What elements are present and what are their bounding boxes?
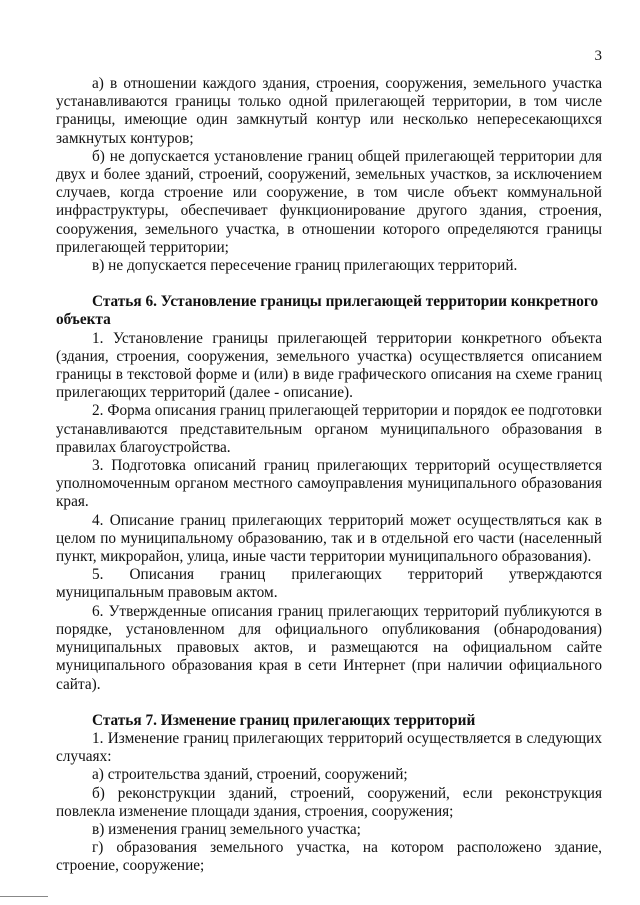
document-body	[56, 75, 602, 876]
article-7-item-d: г) образования земельного участка, на котором расположено здание, строение, сооружение;	[56, 839, 602, 875]
article-6-paragraph-2: 2. Форма описания границ прилегающей территории и порядок ее подготовки устанавливаются представительным органом муниципального образования в правилах благоустройства.	[56, 402, 602, 456]
intro-paragraph-c: в) не допускается пересечение границ прилегающих территорий.	[92, 257, 518, 275]
article-7-item-c: в) изменения границ земельного участка;	[92, 820, 361, 838]
article-6-paragraph-3: 3. Подготовка описаний границ прилегающих территорий осуществляется уполномоченным органом местного самоуправления муниципального образования края.	[56, 457, 602, 511]
intro-paragraph-a: а) в отношении каждого здания, строения, сооружения, земельного участка устанавливаются границы только одной прилегающей территории, в том числе границы, имеющие один замкнутый контур или несколько непересекающихся замкнутых контуров;	[56, 75, 602, 147]
article-6-paragraph-5: 5. Описания границ прилегающих территорий утверждаются муниципальным правовым актом.	[56, 566, 602, 602]
page-number: 3	[594, 48, 602, 64]
article-7-item-b: б) реконструкции зданий, строений, сооружений, если реконструкция повлекла изменение площади здания, строения, сооружения;	[56, 784, 602, 820]
footnote-divider	[0, 896, 48, 897]
article-7-heading: Статья 7. Изменение границ прилегающих территорий	[92, 711, 476, 729]
article-6-paragraph-4: 4. Описание границ прилегающих территорий может осуществляться как в целом по муниципальному образованию, так и в отдельной его части (населенный пункт, микрорайон, улица, иные части территории муниципального образования).	[56, 511, 602, 566]
article-6-paragraph-6: 6. Утвержденные описания границ прилегающих территорий публикуются в порядке, установленном для официального опубликования (обнародования) муниципальных правовых актов, и размещаются на официальном сайте муниципального образования края в сети Интернет (при наличии официального сайта).	[56, 602, 602, 693]
section-spacer	[56, 275, 602, 293]
article-6-heading: Статья 6. Установление границы прилегающей территории конкретного объекта	[56, 293, 599, 329]
section-spacer	[56, 694, 602, 712]
article-6-paragraph-1: 1. Установление границы прилегающей территории конкретного объекта (здания, строения, сооружения, земельного участка) осуществляется описанием границы в текстовой форме и (или) в виде графического описания на схеме границ прилегающих территорий (далее - описание).	[56, 329, 602, 402]
intro-paragraph-b: б) не допускается установление границ общей прилегающей территории для двух и более зданий, строений, сооружений, земельных участков, за исключением случаев, когда строение или сооружение, в том числе объект коммунальной инфраструктуры, обеспечивает функционирование другого здания, строения, сооружения, земельного участка, в отношении которого определяются границы прилегающей территории;	[56, 147, 602, 256]
article-7-item-a: а) строительства зданий, строений, сооружений;	[92, 766, 408, 784]
article-7-paragraph-1: 1. Изменение границ прилегающих территорий осуществляется в следующих случаях:	[56, 729, 602, 766]
